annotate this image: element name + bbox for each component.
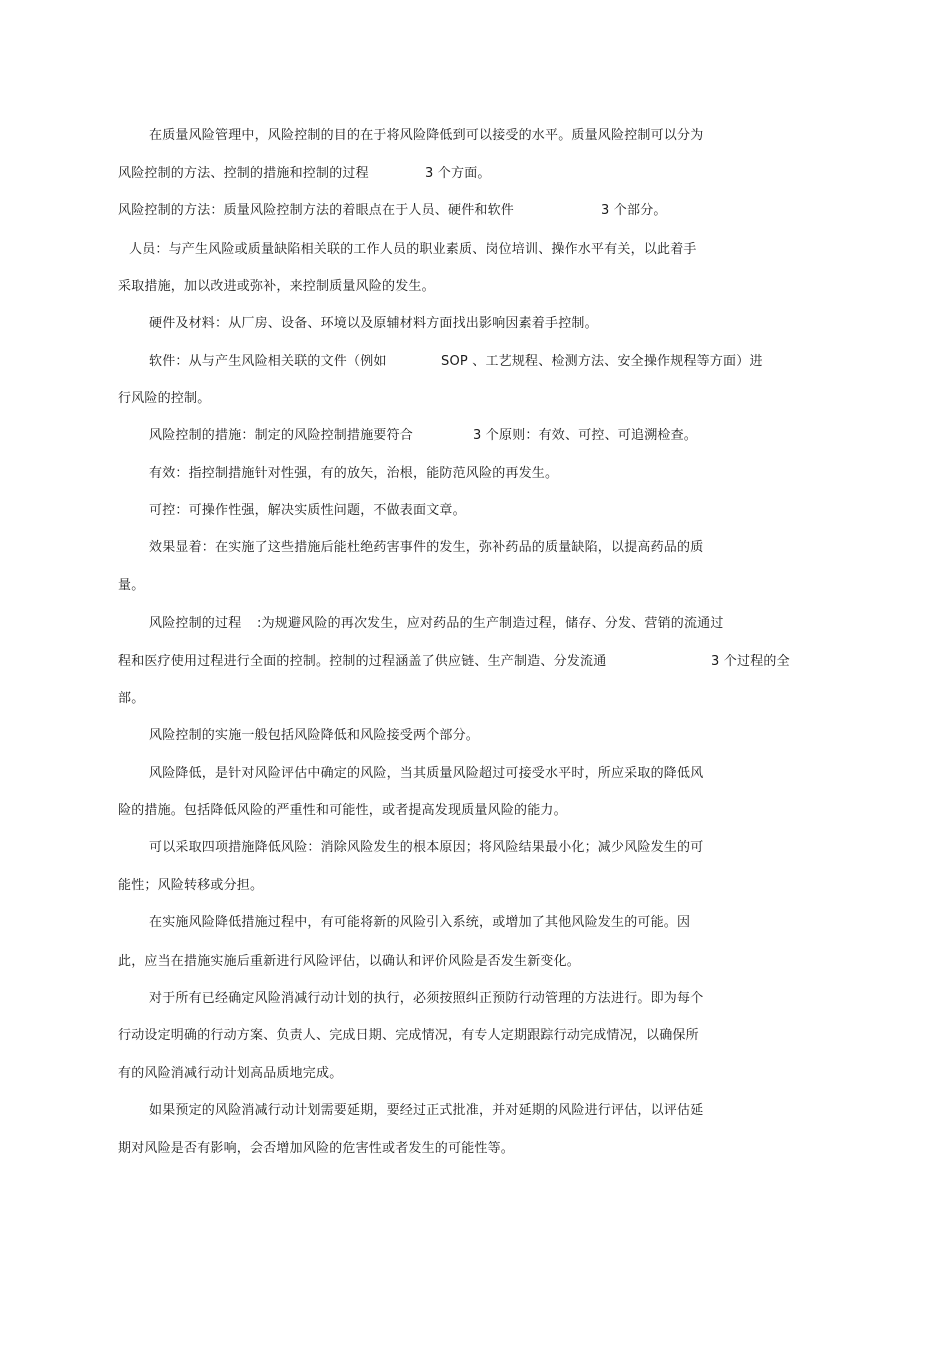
text-segment: 风险控制的过程 — [149, 616, 242, 631]
text-segment: 程和医疗使用过程进行全面的控制。控制的过程涵盖了供应链、生产制造、分发流通 — [118, 654, 607, 669]
text-segment: 行风险的控制。 — [118, 391, 211, 406]
text-segment: 软件：从与产生风险相关联的文件（例如 — [149, 354, 387, 369]
text-segment: 在实施风险降低措施过程中，有可能将新的风险引入系统，或增加了其他风险发生的可能。因 — [149, 915, 691, 930]
text-segment: 行动设定明确的行动方案、负责人、完成日期、完成情况，有专人定期跟踪行动完成情况，以确保所 — [118, 1028, 699, 1043]
text-segment: 有的风险消减行动计划高品质地完成。 — [118, 1066, 343, 1081]
text-segment: 人员：与产生风险或质量缺陷相关联的工作人员的职业素质、岗位培训、操作水平有关，以此着手 — [129, 242, 697, 257]
text-segment: 3 个方面。 — [425, 166, 491, 181]
text-segment: 在质量风险管理中，风险控制的目的在于将风险降低到可以接受的水平。质量风险控制可以分为 — [149, 128, 704, 143]
text-segment: SOP 、工艺规程、检测方法、安全操作规程等方面）进 — [441, 354, 763, 369]
text-segment: :为规避风险的再次发生，应对药品的生产制造过程，储存、分发、营销的流通过 — [257, 616, 724, 631]
text-segment: 风险控制的方法、控制的措施和控制的过程 — [118, 166, 369, 181]
text-segment: 风险控制的实施一般包括风险降低和风险接受两个部分。 — [149, 728, 480, 743]
text-segment: 此，应当在措施实施后重新进行风险评估，以确认和评价风险是否发生新变化。 — [118, 954, 581, 969]
text-segment: 效果显着：在实施了这些措施后能杜绝药害事件的发生，弥补药品的质量缺陷，以提高药品的质 — [149, 540, 704, 555]
text-segment: 能性；风险转移或分担。 — [118, 878, 264, 893]
text-segment: 风险控制的方法：质量风险控制方法的着眼点在于人员、硬件和软件 — [118, 203, 515, 218]
text-segment: 采取措施，加以改进或弥补，来控制质量风险的发生。 — [118, 279, 435, 294]
text-segment: 风险降低，是针对风险评估中确定的风险，当其质量风险超过可接受水平时，所应采取的降低风 — [149, 766, 704, 781]
text-segment: 部。 — [118, 691, 145, 706]
text-segment: 硬件及材料：从厂房、设备、环境以及原辅材料方面找出影响因素着手控制。 — [149, 316, 598, 331]
text-segment: 如果预定的风险消减行动计划需要延期，要经过正式批准，并对延期的风险进行评估，以评估延 — [149, 1103, 704, 1118]
text-segment: 险的措施。包括降低风险的严重性和可能性，或者提高发现质量风险的能力。 — [118, 803, 567, 818]
text-segment: 对于所有已经确定风险消减行动计划的执行，必须按照纠正预防行动管理的方法进行。即为每个 — [149, 991, 704, 1006]
text-segment: 3 个原则：有效、可控、可追溯检查。 — [473, 428, 698, 443]
text-segment: 量。 — [118, 578, 145, 593]
text-segment: 风险控制的措施：制定的风险控制措施要符合 — [149, 428, 414, 443]
text-segment: 3 个部分。 — [601, 203, 667, 218]
text-segment: 期对风险是否有影响，会否增加风险的危害性或者发生的可能性等。 — [118, 1141, 515, 1156]
text-segment: 可控：可操作性强，解决实质性问题，不做表面文章。 — [149, 503, 466, 518]
text-segment: 有效：指控制措施针对性强，有的放矢，治根，能防范风险的再发生。 — [149, 466, 559, 481]
text-segment: 3 个过程的全 — [711, 654, 790, 669]
text-segment: 可以采取四项措施降低风险：消除风险发生的根本原因；将风险结果最小化；减少风险发生的可 — [149, 840, 704, 855]
